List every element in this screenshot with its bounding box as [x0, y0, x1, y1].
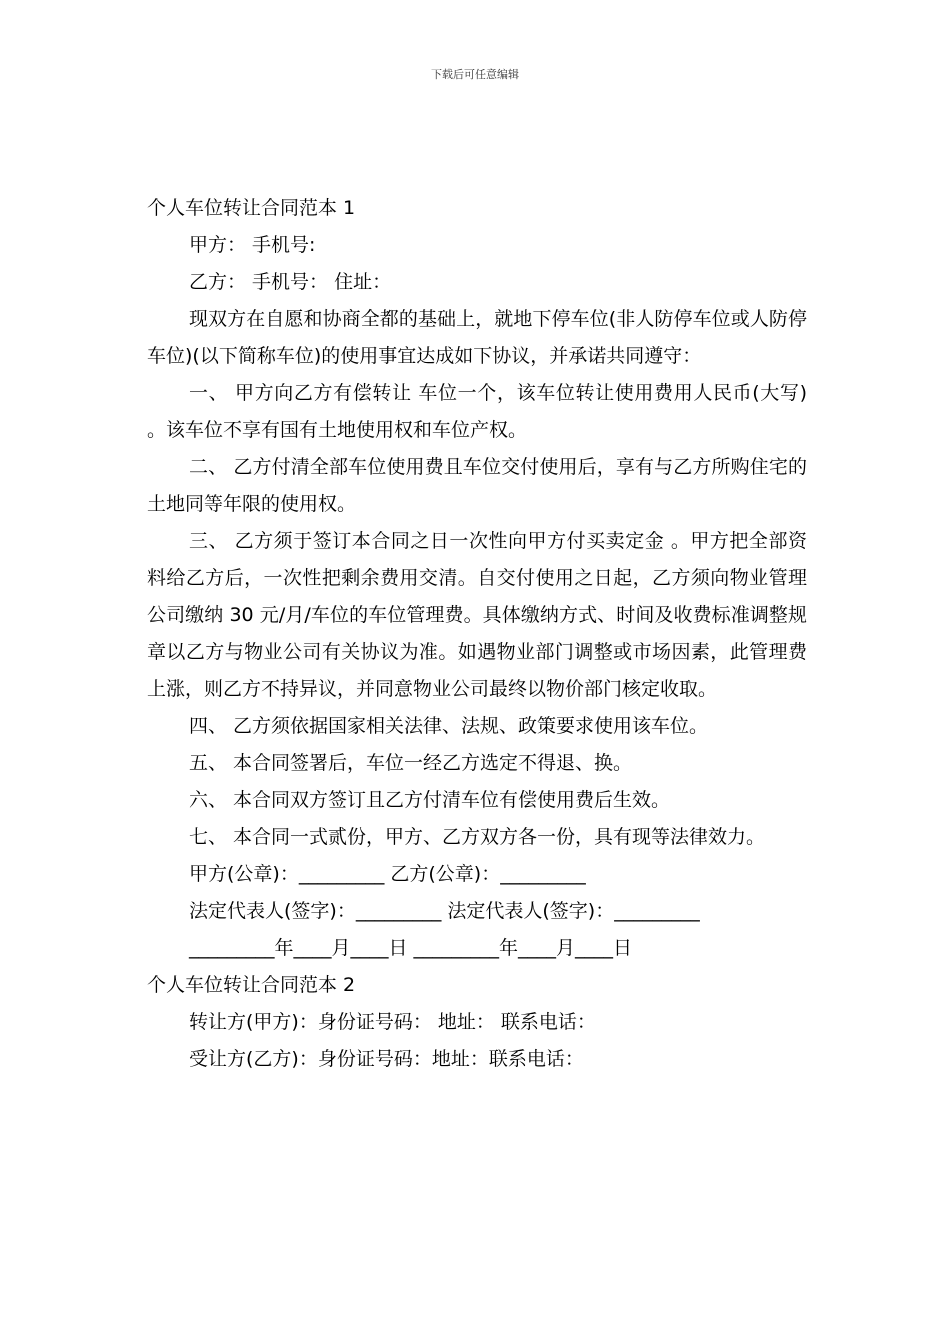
- intro-paragraph: 现双方在自愿和协商全都的基础上，就地下停车位(非人防停车位或人防停车位)(以下简称车位)的使用事宜达成如下协议，并承诺共同遵守：: [147, 308, 807, 367]
- clause-1: 一、 甲方向乙方有偿转让 车位一个，该车位转让使用费用人民币(大写) 。该车位不享有国有土地使用权和车位产权。: [147, 382, 807, 441]
- signature-rep-line: 法定代表人(签字)：_________ 法定代表人(签字)：_________: [189, 900, 700, 922]
- party-a-line: 甲方： 手机号:: [189, 234, 316, 256]
- party-b-line: 乙方： 手机号： 住址：: [189, 271, 392, 293]
- clause-3: 三、 乙方须于签订本合同之日一次性向甲方付买卖定金 。甲方把全部资料给乙方后，一次性把剩余费用交清。自交付使用之日起，乙方须向物业管理公司缴纳 30 元/月/车位的车位管理费。具体缴纳方式、时间及收费标准调整规章以乙方与物业公司有关协议为准。如遇物业部门调整或市场因素，此管理费上涨，则乙方不持异议，并同意物业公司最终以物价部门核定收取。: [147, 530, 807, 700]
- clause-5: 五、 本合同签署后，车位一经乙方选定不得退、换。: [189, 752, 633, 774]
- clause-6: 六、 本合同双方签订且乙方付清车位有偿使用费后生效。: [189, 789, 671, 811]
- document-body: [147, 190, 807, 1078]
- contract-1-title: 个人车位转让合同范本 1: [147, 197, 356, 219]
- signature-seal-line: 甲方(公章)：_________ 乙方(公章)：_________: [189, 863, 586, 885]
- clause-4: 四、 乙方须依据国家相关法律、法规、政策要求使用该车位。: [189, 715, 709, 737]
- signature-date-line: _________年____月____日 _________年____月____日: [189, 937, 633, 959]
- contract-2-title: 个人车位转让合同范本 2: [147, 974, 356, 996]
- transferee-line: 受让方(乙方)：身份证号码：地址：联系电话：: [189, 1048, 584, 1070]
- clause-7: 七、 本合同一式贰份，甲方、乙方双方各一份，具有现等法律效力。: [189, 826, 766, 848]
- clause-2: 二、 乙方付清全部车位使用费且车位交付使用后，享有与乙方所购住宅的土地同等年限的使用权。: [147, 456, 807, 515]
- transferor-line: 转让方(甲方)：身份证号码： 地址： 联系电话：: [189, 1011, 596, 1033]
- header-note: 下载后可任意编辑: [431, 68, 519, 81]
